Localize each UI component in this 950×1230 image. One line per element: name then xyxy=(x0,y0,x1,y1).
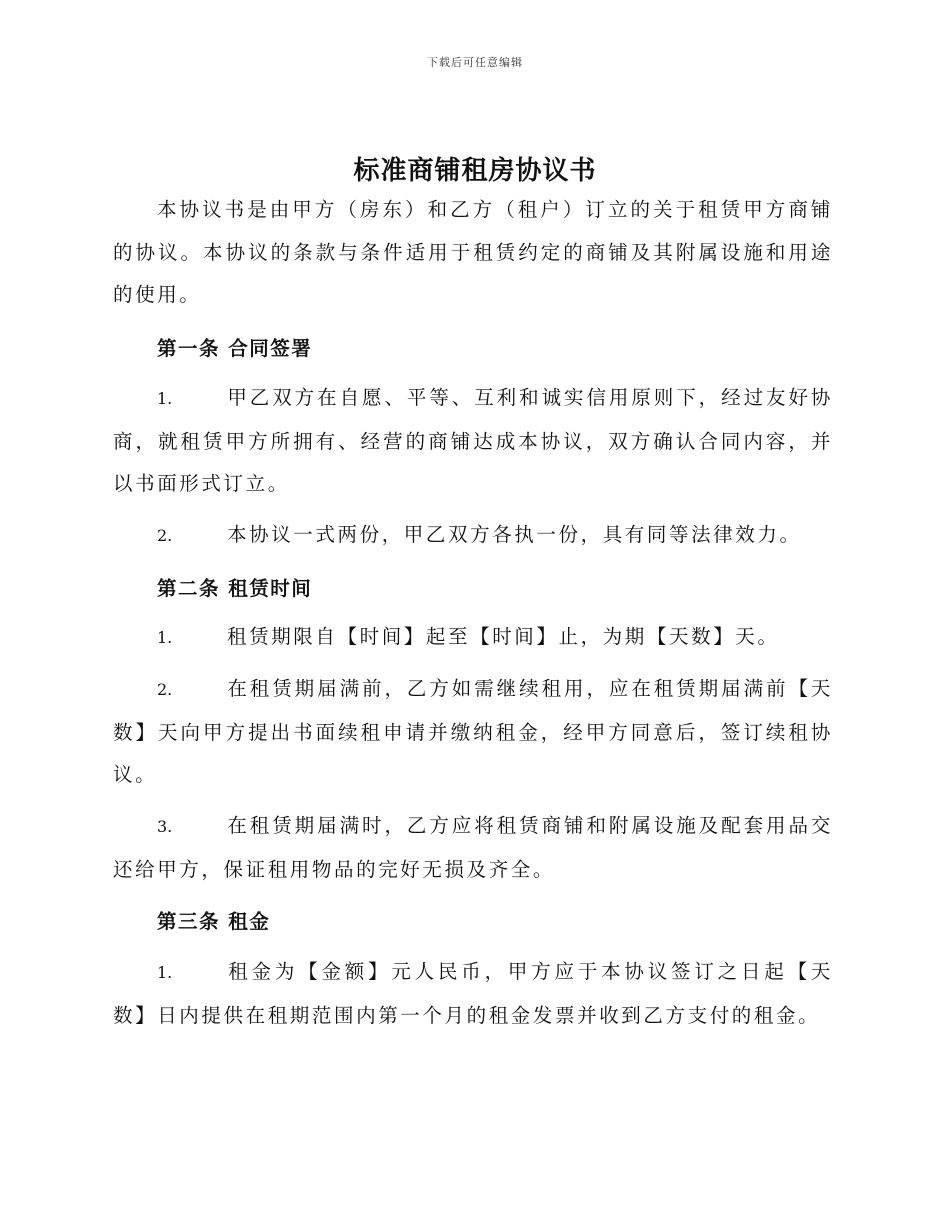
section-2-item-1 xyxy=(113,616,833,660)
intro-paragraph: 本协议书是由甲方（房东）和乙方（租户）订立的关于租赁甲方商铺的协议。本协议的条款与条件适用于租赁约定的商铺及其附属设施和用途的使用。 xyxy=(113,198,833,306)
item-text: 租赁期限自【时间】起至【时间】止，为期【天数】天。 xyxy=(227,625,780,648)
item-text: 租金为【金额】元人民币，甲方应于本协议签订之日起【天数】日内提供在租期范围内第一个月的租金发票并收到乙方支付的租金。 xyxy=(113,960,833,1027)
item-text: 在租赁期届满前，乙方如需继续租用，应在租赁期届满前【天数】天向甲方提出书面续租申请并缴纳租金，经甲方同意后，签订续租协议。 xyxy=(113,677,833,786)
section-2-item-3 xyxy=(113,805,833,891)
item-text: 甲乙双方在自愿、平等、互利和诚实信用原则下，经过友好协商，就租赁甲方所拥有、经营的商铺达成本协议，双方确认合同内容，并以书面形式订立。 xyxy=(113,386,833,495)
item-number: 2. xyxy=(157,680,173,699)
section-3-item-1 xyxy=(113,951,833,1037)
item-number: 2. xyxy=(157,526,173,545)
item-number: 1. xyxy=(157,963,173,982)
item-number: 1. xyxy=(157,628,173,647)
section-heading-3: 第三条 租金 xyxy=(157,910,271,933)
item-text: 在租赁期届满时，乙方应将租赁商铺和附属设施及配套用品交还给甲方，保证租用物品的完好无损及齐全。 xyxy=(113,814,833,881)
section-1-item-1 xyxy=(113,377,833,506)
item-number: 1. xyxy=(157,389,173,408)
item-text: 本协议一式两份，甲乙双方各执一份，具有同等法律效力。 xyxy=(227,523,802,546)
header-note: 下载后可任意编辑 xyxy=(427,56,523,69)
section-2-item-2 xyxy=(113,668,833,797)
item-number: 3. xyxy=(157,817,173,836)
section-1-item-2 xyxy=(113,514,833,558)
section-heading-2: 第二条 租赁时间 xyxy=(157,577,313,600)
section-heading-1: 第一条 合同签署 xyxy=(157,337,313,360)
document-title: 标准商铺租房协议书 xyxy=(353,156,597,186)
